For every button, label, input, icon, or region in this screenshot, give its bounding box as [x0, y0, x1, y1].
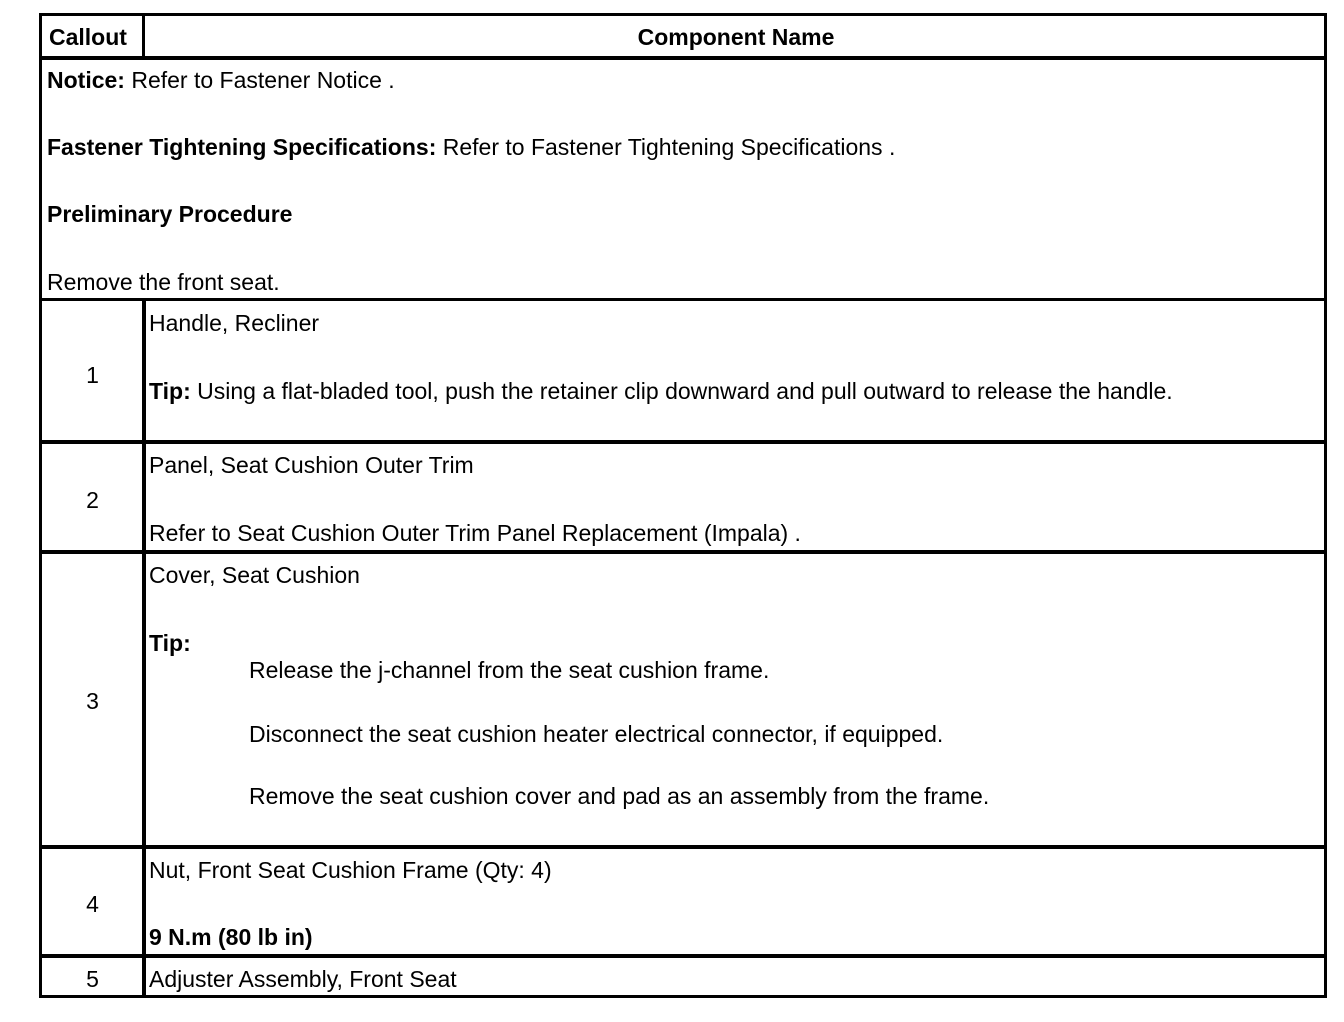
row-1-name: Handle, Recliner	[149, 310, 320, 336]
spec-line	[47, 133, 895, 161]
header-divider	[42, 56, 1324, 60]
notice-text: Refer to Fastener Notice .	[124, 67, 395, 93]
row-3-name: Cover, Seat Cushion	[149, 562, 360, 588]
prelim-text: Remove the front seat.	[47, 269, 280, 295]
row-1-tip-label: Tip:	[149, 378, 191, 404]
spec-label: Fastener Tightening Specifications:	[47, 134, 437, 160]
row-4-callout: 4	[86, 891, 99, 917]
row-3-tip-label: Tip:	[149, 630, 191, 656]
row-1-divider	[42, 440, 1324, 444]
row-1-tip	[149, 377, 1173, 405]
component-table	[39, 13, 1327, 998]
row-2-detail: Refer to Seat Cushion Outer Trim Panel Replacement (Impala) .	[149, 520, 801, 546]
row-3-callout: 3	[86, 688, 99, 714]
row-2-callout: 2	[86, 487, 99, 513]
header-component-name: Component Name	[637, 24, 835, 50]
row-1-callout: 1	[86, 362, 99, 388]
row-4-name: Nut, Front Seat Cushion Frame (Qty: 4)	[149, 857, 552, 883]
header-callout: Callout	[49, 24, 127, 50]
spec-text: Refer to Fastener Tightening Specifications .	[436, 134, 896, 160]
row-3-step-2: Disconnect the seat cushion heater electrical connector, if equipped.	[249, 721, 944, 747]
row-3-step-1: Release the j-channel from the seat cushion frame.	[249, 657, 770, 683]
row-5-name: Adjuster Assembly, Front Seat	[149, 966, 457, 992]
row-5-callout: 5	[86, 966, 99, 992]
row-2-name: Panel, Seat Cushion Outer Trim	[149, 452, 474, 478]
row-4-torque: 9 N.m (80 lb in)	[149, 924, 313, 950]
prelim-heading: Preliminary Procedure	[47, 201, 293, 227]
notice-line	[47, 66, 395, 94]
row-1-tip-text: Using a flat-bladed tool, push the retainer clip downward and pull outward to release the handle.	[190, 378, 1173, 404]
row-4-divider	[42, 954, 1324, 958]
notice-label: Notice:	[47, 67, 125, 93]
intro-divider	[42, 298, 1324, 301]
row-3-step-3: Remove the seat cushion cover and pad as an assembly from the frame.	[249, 783, 990, 809]
row-3-divider	[42, 845, 1324, 849]
row-2-divider	[42, 550, 1324, 554]
